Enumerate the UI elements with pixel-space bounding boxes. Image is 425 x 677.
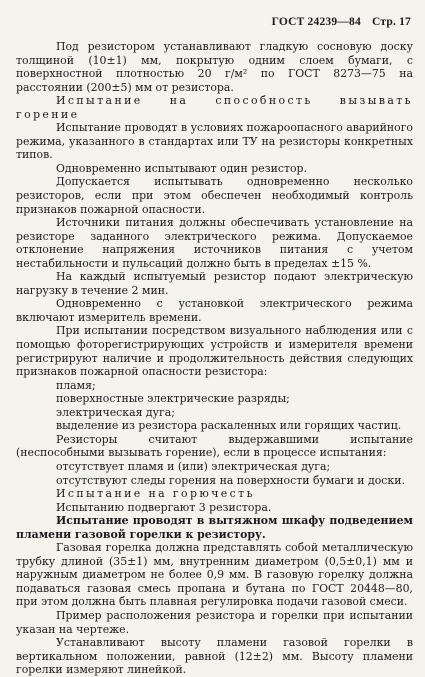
paragraph: Газовая горелка должна представлять собой металлическую трубку длиной (35±1) мм, внутренним диаметром (0,5±0,1) мм и наружным диаметром не более 0,9 мм. В газовую горелку должна подаваться газовая смесь пропана и бутана по ГОСТ 20448—80, при этом должна быть плавная регулировка подачи газовой смеси.: [16, 541, 413, 609]
paragraph: Источники питания должны обеспечивать установление на резисторе заданного электрического режима. Допускаемое отклонение напряжения источников питания с учетом нестабильности и пульсаций должно быть в пределах ±15 %.: [16, 216, 413, 270]
section-heading: Испытание на горючесть: [56, 487, 255, 501]
paragraph: Допускается испытывать одновременно несколько резисторов, если при этом обеспечен необходимый контроль признаков пожарной опасности.: [16, 175, 413, 216]
paragraph: Испытанию подвергают 3 резистора.: [56, 500, 272, 514]
fire-hazard-list: [16, 379, 413, 433]
paragraph: Пример расположения резистора и горелки при испытании указан на чертеже.: [16, 608, 413, 636]
paragraph: Одновременно с установкой электрического режима включают измеритель времени.: [16, 297, 413, 324]
list-item: поверхностные электрические разряды;: [56, 392, 290, 406]
list-item: отсутствуют следы горения на поверхности бумаги и доски.: [56, 473, 405, 487]
list-item: отсутствует пламя и (или) электрическая дуга;: [56, 459, 331, 473]
standard-number: ГОСТ 24239—84: [271, 16, 361, 28]
paragraph: При испытании посредством визуального наблюдения или с помощью фоторегистрирующих устройств и измерителя времени регистрируют наличие и продолжительность действия следующих признаков пожарной опасности резистора:: [16, 324, 413, 379]
paragraph: Устанавливают высоту пламени газовой горелки в вертикальном положении, равной (12±2) мм. Высоту пламени горелки измеряют линейкой.: [16, 636, 413, 677]
paragraph: Одновременно испытывают один резистор.: [56, 161, 307, 175]
page-header: [272, 16, 411, 28]
section-heading: Испытание на способность вызывать горение: [16, 94, 413, 121]
paragraph: На каждый испытуемый резистор подают электрическую нагрузку в течение 2 мин.: [16, 270, 413, 297]
paragraph: Под резистором устанавливают гладкую сосновую доску толщиной (10±1) мм, покрытую одним слоем бумаги, с поверхностной плотностью 20 г/м² по ГОСТ 8273—75 на расстоянии (200±5) мм от резистора.: [16, 40, 413, 94]
list-item: пламя;: [56, 378, 96, 392]
paragraph: Испытание проводят в вытяжном шкафу подведением пламени газовой горелки к резистору.: [16, 514, 413, 541]
paragraph: Резисторы считают выдержавшими испытание (неспособными вызывать горение), если в процессе испытания:: [16, 432, 413, 460]
paragraph: Испытание проводят в условиях пожароопасного аварийного режима, указанного в стандартах или ТУ на резисторы конкретных типов.: [16, 121, 413, 162]
pass-criteria-list: [16, 460, 413, 487]
document-body: [16, 40, 413, 677]
list-item: электрическая дуга;: [56, 405, 175, 419]
page-number: Стр. 17: [372, 16, 411, 28]
list-item: выделение из резистора раскаленных или горящих частиц.: [56, 419, 402, 433]
